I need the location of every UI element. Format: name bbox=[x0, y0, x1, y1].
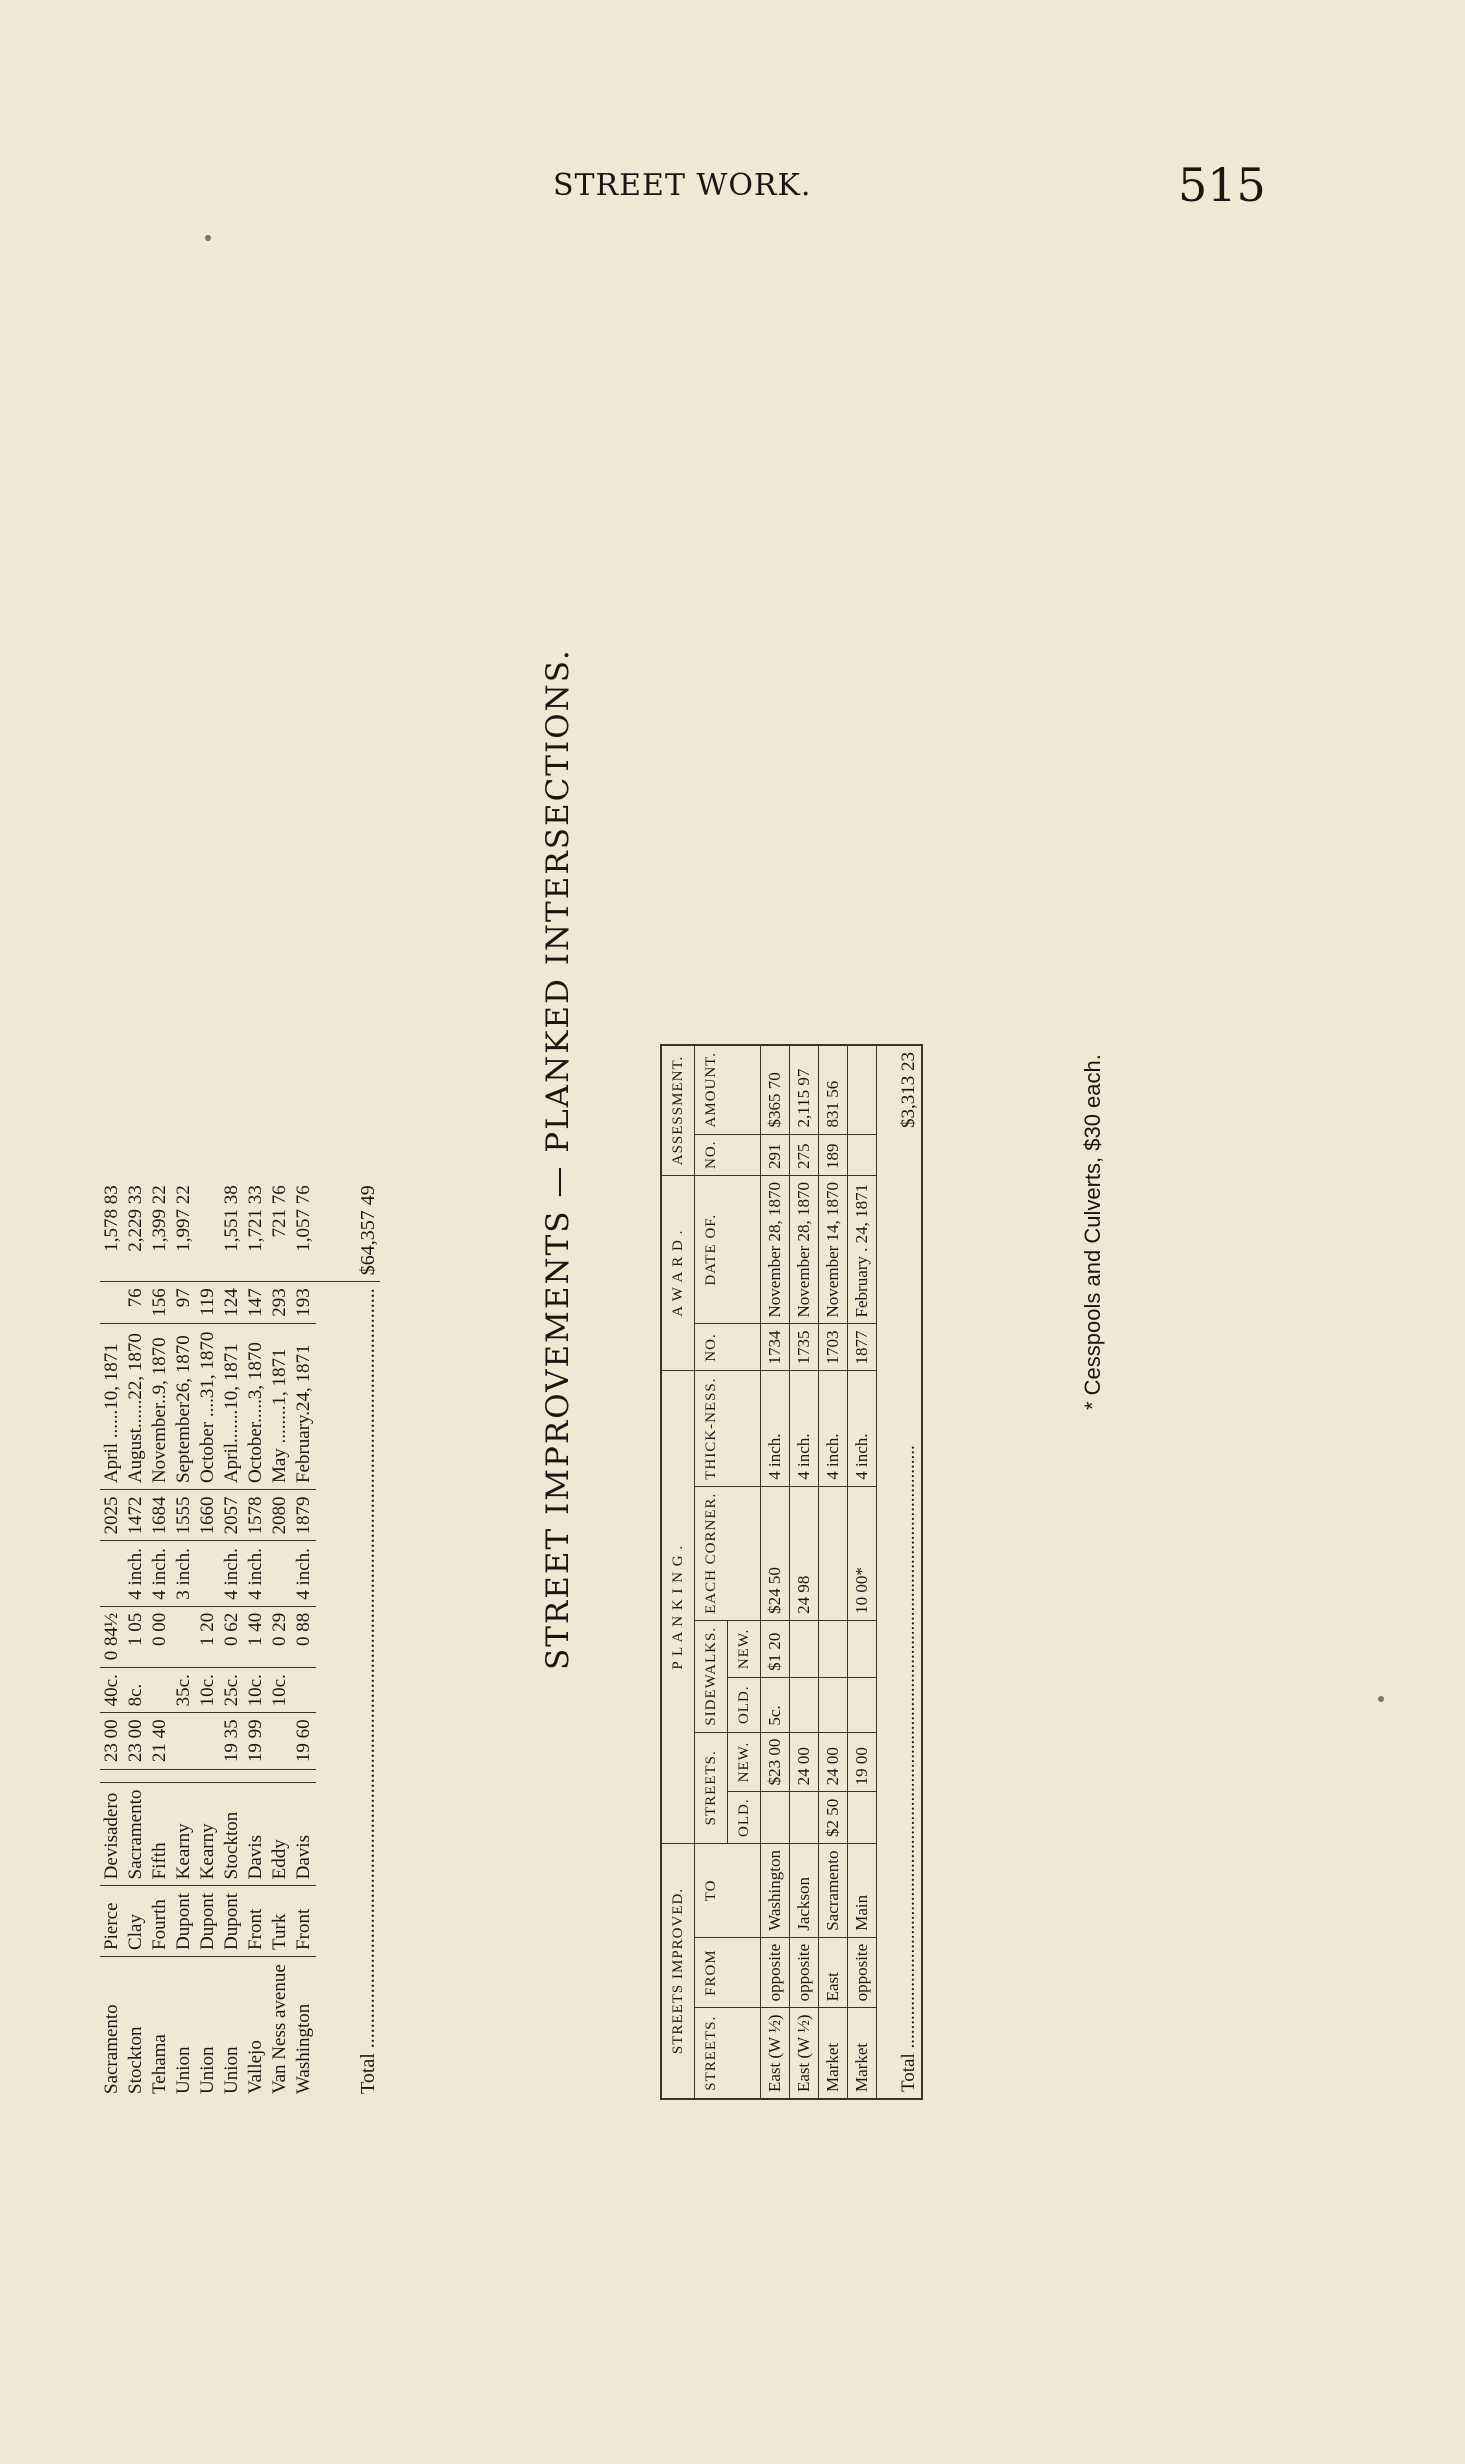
upper-table-cell: 1,399 22 bbox=[148, 1179, 172, 1282]
upper-table-cell: 1,721 33 bbox=[244, 1179, 268, 1282]
upper-table-cell: 4 inch. bbox=[124, 1541, 148, 1606]
upper-table-cell: November..9, 1870 bbox=[148, 1324, 172, 1490]
upper-table-cell: 0 00 bbox=[148, 1606, 172, 1667]
header-planking: P L A N K I N G . bbox=[661, 1371, 695, 1844]
lower-table-cell: $23 00 bbox=[761, 1732, 790, 1792]
upper-table-cell: 1578 bbox=[244, 1490, 268, 1541]
upper-table-cell: Eddy bbox=[268, 1782, 292, 1886]
upper-table-cell: 147 bbox=[244, 1282, 268, 1324]
header-assessment-no: NO. bbox=[695, 1134, 761, 1175]
upper-table-cell: Devisadero bbox=[100, 1782, 124, 1886]
lower-table-cell bbox=[848, 1792, 877, 1844]
lower-table-cell: 4 inch. bbox=[790, 1371, 819, 1486]
upper-table-cell: Union bbox=[221, 2046, 242, 2094]
lower-table-cell: 24 98 bbox=[790, 1486, 819, 1620]
lower-table-cell bbox=[790, 1792, 819, 1844]
upper-table-cell: 97 bbox=[172, 1282, 196, 1324]
upper-table-cell bbox=[100, 1541, 124, 1606]
header-sidewalks-new: NEW. bbox=[728, 1620, 761, 1677]
upper-table-cell: Union bbox=[197, 2046, 218, 2094]
page-header bbox=[0, 158, 1465, 228]
upper-table-cell: October ....31, 1870 bbox=[196, 1324, 220, 1490]
upper-table-cell: 1 20 bbox=[196, 1606, 220, 1667]
upper-table-cell: 19 99 bbox=[244, 1713, 268, 1769]
upper-table-cell: Pierce bbox=[100, 1886, 124, 1957]
header-award-no: NO. bbox=[695, 1324, 761, 1371]
lower-table-cell: Main bbox=[848, 1844, 877, 1938]
lower-total-label: Total ............................................................................................................................... bbox=[898, 1445, 919, 2092]
lower-table-cell bbox=[819, 1677, 848, 1732]
upper-table-cell: 1684 bbox=[148, 1490, 172, 1541]
upper-table-cell: Davis bbox=[244, 1782, 268, 1886]
header-planking-streets: STREETS. bbox=[695, 1732, 728, 1843]
upper-table-cell: Dupont bbox=[220, 1886, 244, 1957]
upper-table-cell: April ......10, 1871 bbox=[100, 1324, 124, 1490]
lower-table-cell: 24 00 bbox=[790, 1732, 819, 1792]
upper-table-block bbox=[100, 280, 379, 2100]
upper-table-cell: 2025 bbox=[100, 1490, 124, 1541]
upper-table-cell: 10c. bbox=[244, 1667, 268, 1713]
upper-table-cell: 1,057 76 bbox=[292, 1179, 316, 1282]
lower-table-cell bbox=[848, 1620, 877, 1677]
header-streets-old: OLD. bbox=[728, 1792, 761, 1844]
upper-table-cell bbox=[268, 1713, 292, 1769]
running-title: STREET WORK. bbox=[553, 168, 812, 203]
header-amount: AMOUNT. bbox=[695, 1045, 761, 1134]
upper-table-cell: Kearny bbox=[172, 1782, 196, 1886]
lower-table-cell: 1703 bbox=[819, 1324, 848, 1371]
upper-table-cell bbox=[196, 1179, 220, 1282]
upper-table-cell: 10c. bbox=[268, 1667, 292, 1713]
upper-table-cell: September26, 1870 bbox=[172, 1324, 196, 1490]
lower-total-row bbox=[877, 1045, 923, 2099]
upper-table-cell: 23 00 bbox=[124, 1713, 148, 1769]
lower-table-cell: 4 inch. bbox=[819, 1371, 848, 1486]
lower-table-cell bbox=[848, 1134, 877, 1175]
lower-table-cell: 2,115 97 bbox=[790, 1045, 819, 1134]
upper-table-cell: 0 62 bbox=[220, 1606, 244, 1667]
lower-table bbox=[660, 1044, 923, 2100]
upper-table-cell: Van Ness avenue bbox=[269, 1964, 290, 2094]
header-sidewalks-old: OLD. bbox=[728, 1677, 761, 1732]
upper-table-cell: Sacramento bbox=[124, 1782, 148, 1886]
lower-table-cell bbox=[790, 1677, 819, 1732]
lower-table-cell: November 28, 1870 bbox=[761, 1175, 790, 1324]
upper-table-cell bbox=[292, 1769, 316, 1782]
upper-table-cell bbox=[148, 1769, 172, 1782]
upper-table-cell: 1472 bbox=[124, 1490, 148, 1541]
upper-table-row bbox=[196, 1179, 220, 2100]
lower-table-cell bbox=[790, 1620, 819, 1677]
upper-total-label: Total ........................................................................................................................................................ bbox=[357, 1288, 379, 2094]
header-award: A W A R D . bbox=[661, 1175, 695, 1371]
upper-table-cell: 1,551 38 bbox=[220, 1179, 244, 1282]
upper-table-cell: 4 inch. bbox=[220, 1541, 244, 1606]
upper-table-cell: 1,578 83 bbox=[100, 1179, 124, 1282]
lower-table-block bbox=[660, 280, 1070, 2100]
upper-table-cell: February.24, 1871 bbox=[292, 1324, 316, 1490]
lower-table-cell: 10 00* bbox=[848, 1486, 877, 1620]
upper-table-cell: 4 inch. bbox=[148, 1541, 172, 1606]
upper-table-cell: Dupont bbox=[196, 1886, 220, 1957]
lower-table-row bbox=[819, 1045, 848, 2099]
paper-speck bbox=[205, 235, 211, 241]
lower-table-cell bbox=[819, 1486, 848, 1620]
upper-table-cell: Sacramento bbox=[101, 2004, 122, 2094]
upper-table-cell: May ........1, 1871 bbox=[268, 1324, 292, 1490]
header-each-corner: EACH CORNER. bbox=[695, 1486, 761, 1620]
header-sidewalks: SIDEWALKS. bbox=[695, 1620, 728, 1732]
upper-table-cell: 25c. bbox=[220, 1667, 244, 1713]
lower-table-cell: Market bbox=[819, 2008, 848, 2099]
lower-table-cell: $2 50 bbox=[819, 1792, 848, 1844]
upper-table-cell bbox=[100, 1282, 124, 1324]
upper-table-cell: 19 35 bbox=[220, 1713, 244, 1769]
upper-table-row bbox=[124, 1179, 148, 2100]
header-streets: STREETS. bbox=[695, 2008, 761, 2099]
header-streets-improved: STREETS IMPROVED. bbox=[661, 1844, 695, 2100]
upper-table-cell: Tehama bbox=[149, 2034, 170, 2094]
lower-table-cell: 189 bbox=[819, 1134, 848, 1175]
upper-table-cell bbox=[196, 1769, 220, 1782]
footnote: * Cesspools and Culverts, $30 each. bbox=[1080, 1054, 1105, 1410]
upper-table-cell: Davis bbox=[292, 1782, 316, 1886]
upper-table-cell: 193 bbox=[292, 1282, 316, 1324]
upper-table-row bbox=[292, 1179, 316, 2100]
upper-table-cell bbox=[196, 1713, 220, 1769]
header-streets-new: NEW. bbox=[728, 1732, 761, 1792]
lower-table-cell: East (W ½) bbox=[761, 2008, 790, 2099]
upper-table bbox=[100, 1179, 380, 2100]
upper-table-cell: 8c. bbox=[124, 1667, 148, 1713]
upper-table-cell: 2,229 33 bbox=[124, 1179, 148, 1282]
upper-table-cell bbox=[244, 1769, 268, 1782]
upper-table-cell: 0 29 bbox=[268, 1606, 292, 1667]
upper-table-row bbox=[172, 1179, 196, 2100]
upper-table-cell bbox=[100, 1769, 124, 1782]
header-from: FROM bbox=[695, 1937, 761, 2008]
lower-table-row bbox=[761, 1045, 790, 2099]
upper-table-cell: 19 60 bbox=[292, 1713, 316, 1769]
upper-table-cell: Clay bbox=[124, 1886, 148, 1957]
upper-table-row bbox=[244, 1179, 268, 2100]
lower-table-cell: 1877 bbox=[848, 1324, 877, 1371]
upper-table-cell: 0 88 bbox=[292, 1606, 316, 1667]
header-thickness: THICK-NESS. bbox=[695, 1371, 761, 1486]
upper-table-cell: Kearny bbox=[196, 1782, 220, 1886]
lower-table-cell: 5c. bbox=[761, 1677, 790, 1732]
lower-table-cell: 275 bbox=[790, 1134, 819, 1175]
upper-table-cell bbox=[172, 1713, 196, 1769]
upper-table-cell: 119 bbox=[196, 1282, 220, 1324]
lower-table-cell: 24 00 bbox=[819, 1732, 848, 1792]
upper-table-cell: 21 40 bbox=[148, 1713, 172, 1769]
lower-table-cell bbox=[848, 1045, 877, 1134]
lower-table-cell: opposite bbox=[761, 1937, 790, 2008]
upper-table-cell bbox=[148, 1667, 172, 1713]
header-date-of: DATE OF. bbox=[695, 1175, 761, 1324]
lower-table-cell: 1734 bbox=[761, 1324, 790, 1371]
upper-table-cell: 1,997 22 bbox=[172, 1179, 196, 1282]
lower-table-cell: East bbox=[819, 1937, 848, 2008]
upper-table-cell: 1555 bbox=[172, 1490, 196, 1541]
lower-table-cell: $24 50 bbox=[761, 1486, 790, 1620]
upper-total-amount: $64,357 49 bbox=[316, 1179, 380, 1282]
lower-table-cell: $1 20 bbox=[761, 1620, 790, 1677]
lower-table-cell: November 14, 1870 bbox=[819, 1175, 848, 1324]
lower-table-cell: 4 inch. bbox=[848, 1371, 877, 1486]
lower-table-cell: Washington bbox=[761, 1844, 790, 1938]
upper-table-cell: 1 40 bbox=[244, 1606, 268, 1667]
upper-table-cell: 4 inch. bbox=[244, 1541, 268, 1606]
lower-table-row bbox=[848, 1045, 877, 2099]
upper-table-cell: Dupont bbox=[172, 1886, 196, 1957]
lower-table-row bbox=[790, 1045, 819, 2099]
upper-table-row bbox=[220, 1179, 244, 2100]
lower-table-cell: opposite bbox=[790, 1937, 819, 2008]
upper-table-cell: 1660 bbox=[196, 1490, 220, 1541]
lower-table-cell: East (W ½) bbox=[790, 2008, 819, 2099]
upper-table-row bbox=[148, 1179, 172, 2100]
upper-table-cell bbox=[124, 1769, 148, 1782]
upper-table-cell: April.......10, 1871 bbox=[220, 1324, 244, 1490]
upper-table-cell: 124 bbox=[220, 1282, 244, 1324]
lower-table-cell: 19 00 bbox=[848, 1732, 877, 1792]
lower-table-cell: February . 24, 1871 bbox=[848, 1175, 877, 1324]
lower-table-cell bbox=[819, 1620, 848, 1677]
lower-table-cell: Sacramento bbox=[819, 1844, 848, 1938]
paper-speck bbox=[1378, 1696, 1384, 1702]
upper-table-cell: Stockton bbox=[125, 2026, 146, 2094]
upper-table-cell: Front bbox=[292, 1886, 316, 1957]
upper-table-cell: 40c. bbox=[100, 1667, 124, 1713]
upper-table-cell bbox=[172, 1606, 196, 1667]
upper-table-cell bbox=[172, 1769, 196, 1782]
upper-table-cell: Vallejo bbox=[245, 2040, 266, 2094]
lower-table-cell bbox=[761, 1792, 790, 1844]
upper-table-cell: 293 bbox=[268, 1282, 292, 1324]
lower-table-cell: 4 inch. bbox=[761, 1371, 790, 1486]
upper-table-cell: Turk bbox=[268, 1886, 292, 1957]
upper-total-row bbox=[316, 1179, 380, 2100]
upper-table-cell: 4 inch. bbox=[292, 1541, 316, 1606]
upper-table-cell: Union bbox=[173, 2046, 194, 2094]
upper-table-cell: August......22, 1870 bbox=[124, 1324, 148, 1490]
lower-table-cell: 1735 bbox=[790, 1324, 819, 1371]
upper-table-cell bbox=[292, 1667, 316, 1713]
upper-table-cell: 10c. bbox=[196, 1667, 220, 1713]
lower-table-cell: $365 70 bbox=[761, 1045, 790, 1134]
upper-table-cell: 0 84½ bbox=[100, 1606, 124, 1667]
upper-table-cell: Stockton bbox=[220, 1782, 244, 1886]
upper-table-cell: 721 76 bbox=[268, 1179, 292, 1282]
upper-table-cell: 156 bbox=[148, 1282, 172, 1324]
page-number: 515 bbox=[1178, 158, 1266, 212]
upper-table-cell bbox=[268, 1541, 292, 1606]
upper-table-cell: 1 05 bbox=[124, 1606, 148, 1667]
upper-table-row bbox=[268, 1179, 292, 2100]
upper-table-cell: Front bbox=[244, 1886, 268, 1957]
upper-table-cell: 35c. bbox=[172, 1667, 196, 1713]
lower-total-amount: $3,313 23 bbox=[898, 1052, 919, 1129]
lower-table-cell: 291 bbox=[761, 1134, 790, 1175]
upper-table-cell: October.....3, 1870 bbox=[244, 1324, 268, 1490]
upper-table-cell: 2057 bbox=[220, 1490, 244, 1541]
lower-table-cell: 831 56 bbox=[819, 1045, 848, 1134]
upper-table-cell bbox=[196, 1541, 220, 1606]
lower-table-cell: opposite bbox=[848, 1937, 877, 2008]
upper-table-cell: 3 inch. bbox=[172, 1541, 196, 1606]
upper-table-cell: Washington bbox=[293, 2003, 314, 2094]
lower-table-cell: Market bbox=[848, 2008, 877, 2099]
lower-table-cell bbox=[848, 1677, 877, 1732]
upper-table-cell: Fifth bbox=[148, 1782, 172, 1886]
upper-table-cell bbox=[268, 1769, 292, 1782]
upper-table-cell: 76 bbox=[124, 1282, 148, 1324]
header-to: TO bbox=[695, 1844, 761, 1938]
upper-table-cell: 1879 bbox=[292, 1490, 316, 1541]
lower-table-cell: November 28, 1870 bbox=[790, 1175, 819, 1324]
lower-table-cell: Jackson bbox=[790, 1844, 819, 1938]
upper-table-cell: 23 00 bbox=[100, 1713, 124, 1769]
upper-table-cell: 2080 bbox=[268, 1490, 292, 1541]
upper-table-cell: Fourth bbox=[148, 1886, 172, 1957]
section-title: STREET IMPROVEMENTS — PLANKED INTERSECTIONS. bbox=[540, 648, 576, 1670]
upper-table-cell bbox=[220, 1769, 244, 1782]
upper-table-row bbox=[100, 1179, 124, 2100]
header-assessment: ASSESSMENT. bbox=[661, 1045, 695, 1175]
